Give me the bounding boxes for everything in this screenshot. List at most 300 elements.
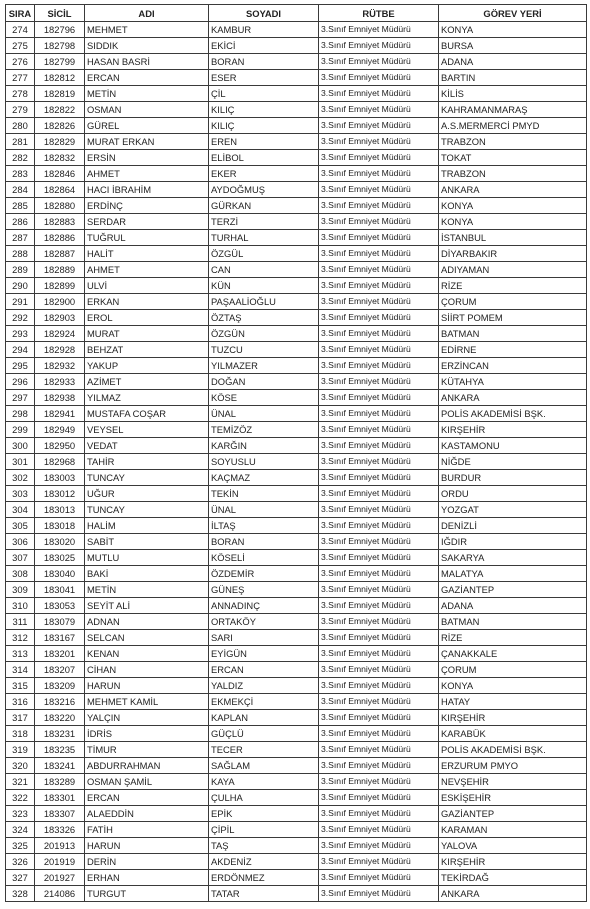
gorev-yeri-cell: KÜTAHYA <box>439 374 587 390</box>
soyadi-cell: PAŞAALİOĞLU <box>209 294 319 310</box>
sicil-cell: 182928 <box>35 342 85 358</box>
sira-cell: 285 <box>6 198 35 214</box>
gorev-yeri-cell: KONYA <box>439 22 587 38</box>
sicil-cell: 183326 <box>35 822 85 838</box>
table-row <box>6 806 587 822</box>
sira-cell: 287 <box>6 230 35 246</box>
soyadi-cell: SAĞLAM <box>209 758 319 774</box>
table-row <box>6 582 587 598</box>
rutbe-cell: 3.Sınıf Emniyet Müdürü <box>319 246 439 262</box>
gorev-yeri-cell: POLİS AKADEMİSİ BŞK. <box>439 742 587 758</box>
adi-cell: METİN <box>85 582 209 598</box>
gorev-yeri-cell: BATMAN <box>439 614 587 630</box>
rutbe-cell: 3.Sınıf Emniyet Müdürü <box>319 230 439 246</box>
sicil-cell: 183040 <box>35 566 85 582</box>
table-row <box>6 758 587 774</box>
soyadi-cell: DOĞAN <box>209 374 319 390</box>
rutbe-cell: 3.Sınıf Emniyet Müdürü <box>319 470 439 486</box>
adi-cell: HASAN BASRİ <box>85 54 209 70</box>
table-row <box>6 198 587 214</box>
table-row <box>6 598 587 614</box>
sira-cell: 305 <box>6 518 35 534</box>
sira-cell: 292 <box>6 310 35 326</box>
gorev-yeri-cell: YALOVA <box>439 838 587 854</box>
soyadi-cell: ELİBOL <box>209 150 319 166</box>
sicil-cell: 183307 <box>35 806 85 822</box>
soyadi-cell: ÇİPİL <box>209 822 319 838</box>
table-row <box>6 246 587 262</box>
gorev-yeri-cell: KIRŞEHİR <box>439 854 587 870</box>
sira-cell: 278 <box>6 86 35 102</box>
sicil-cell: 182938 <box>35 390 85 406</box>
rutbe-cell: 3.Sınıf Emniyet Müdürü <box>319 534 439 550</box>
table-row <box>6 134 587 150</box>
sicil-cell: 182899 <box>35 278 85 294</box>
gorev-yeri-cell: ADANA <box>439 54 587 70</box>
adi-cell: METİN <box>85 86 209 102</box>
soyadi-cell: KÖSELİ <box>209 550 319 566</box>
soyadi-cell: EKMEKÇİ <box>209 694 319 710</box>
sira-cell: 281 <box>6 134 35 150</box>
rutbe-cell: 3.Sınıf Emniyet Müdürü <box>319 70 439 86</box>
table-row <box>6 422 587 438</box>
table-row <box>6 534 587 550</box>
gorev-yeri-cell: IĞDIR <box>439 534 587 550</box>
rutbe-cell: 3.Sınıf Emniyet Müdürü <box>319 118 439 134</box>
adi-cell: EROL <box>85 310 209 326</box>
rutbe-cell: 3.Sınıf Emniyet Müdürü <box>319 198 439 214</box>
gorev-yeri-cell: ANKARA <box>439 390 587 406</box>
sira-cell: 303 <box>6 486 35 502</box>
header-row <box>6 5 587 22</box>
soyadi-cell: KÜN <box>209 278 319 294</box>
gorev-yeri-cell: KONYA <box>439 678 587 694</box>
rutbe-cell: 3.Sınıf Emniyet Müdürü <box>319 182 439 198</box>
soyadi-cell: YILMAZER <box>209 358 319 374</box>
sira-cell: 326 <box>6 854 35 870</box>
soyadi-cell: BORAN <box>209 54 319 70</box>
soyadi-cell: TERZİ <box>209 214 319 230</box>
sira-cell: 318 <box>6 726 35 742</box>
adi-cell: KENAN <box>85 646 209 662</box>
sicil-cell: 182883 <box>35 214 85 230</box>
sicil-cell: 183020 <box>35 534 85 550</box>
rutbe-cell: 3.Sınıf Emniyet Müdürü <box>319 502 439 518</box>
table-row <box>6 502 587 518</box>
table-row <box>6 854 587 870</box>
soyadi-cell: KAYA <box>209 774 319 790</box>
gorev-yeri-cell: ESKİŞEHİR <box>439 790 587 806</box>
table-row <box>6 326 587 342</box>
rutbe-cell: 3.Sınıf Emniyet Müdürü <box>319 614 439 630</box>
sira-cell: 310 <box>6 598 35 614</box>
soyadi-cell: ERDÖNMEZ <box>209 870 319 886</box>
soyadi-cell: KAÇMAZ <box>209 470 319 486</box>
adi-cell: ERKAN <box>85 294 209 310</box>
sira-cell: 276 <box>6 54 35 70</box>
adi-cell: ALAEDDİN <box>85 806 209 822</box>
rutbe-cell: 3.Sınıf Emniyet Müdürü <box>319 550 439 566</box>
adi-cell: HARUN <box>85 678 209 694</box>
gorev-yeri-cell: KİLİS <box>439 86 587 102</box>
adi-cell: OSMAN <box>85 102 209 118</box>
sicil-cell: 182832 <box>35 150 85 166</box>
adi-cell: YAKUP <box>85 358 209 374</box>
gorev-yeri-cell: DİYARBAKIR <box>439 246 587 262</box>
adi-cell: YILMAZ <box>85 390 209 406</box>
gorev-yeri-cell: GAZİANTEP <box>439 806 587 822</box>
sicil-cell: 182829 <box>35 134 85 150</box>
adi-cell: VEYSEL <box>85 422 209 438</box>
table-row <box>6 118 587 134</box>
soyadi-cell: BORAN <box>209 534 319 550</box>
soyadi-cell: TUZCU <box>209 342 319 358</box>
adi-cell: TAHİR <box>85 454 209 470</box>
sicil-cell: 182889 <box>35 262 85 278</box>
sicil-cell: 182864 <box>35 182 85 198</box>
adi-cell: SELCAN <box>85 630 209 646</box>
rutbe-cell: 3.Sınıf Emniyet Müdürü <box>319 438 439 454</box>
sicil-cell: 182950 <box>35 438 85 454</box>
soyadi-cell: ANNADINÇ <box>209 598 319 614</box>
gorev-yeri-cell: NEVŞEHİR <box>439 774 587 790</box>
adi-cell: YALÇIN <box>85 710 209 726</box>
gorev-yeri-cell: İSTANBUL <box>439 230 587 246</box>
rutbe-cell: 3.Sınıf Emniyet Müdürü <box>319 86 439 102</box>
sicil-cell: 183216 <box>35 694 85 710</box>
adi-cell: ULVİ <box>85 278 209 294</box>
rutbe-cell: 3.Sınıf Emniyet Müdürü <box>319 758 439 774</box>
table-row <box>6 278 587 294</box>
rutbe-cell: 3.Sınıf Emniyet Müdürü <box>319 342 439 358</box>
gorev-yeri-cell: ERZİNCAN <box>439 358 587 374</box>
gorev-yeri-cell: KIRŞEHİR <box>439 422 587 438</box>
sicil-cell: 183201 <box>35 646 85 662</box>
sicil-cell: 182798 <box>35 38 85 54</box>
gorev-yeri-cell: KONYA <box>439 198 587 214</box>
sira-cell: 291 <box>6 294 35 310</box>
table-row <box>6 230 587 246</box>
soyadi-cell: CAN <box>209 262 319 278</box>
table-row <box>6 822 587 838</box>
gorev-yeri-cell: SAKARYA <box>439 550 587 566</box>
table-row <box>6 614 587 630</box>
adi-cell: DERİN <box>85 854 209 870</box>
sira-cell: 275 <box>6 38 35 54</box>
table-row <box>6 294 587 310</box>
table-row <box>6 358 587 374</box>
rutbe-cell: 3.Sınıf Emniyet Müdürü <box>319 422 439 438</box>
adi-cell: ERCAN <box>85 70 209 86</box>
rutbe-cell: 3.Sınıf Emniyet Müdürü <box>319 454 439 470</box>
gorev-yeri-cell: KARAMAN <box>439 822 587 838</box>
adi-cell: ERCAN <box>85 790 209 806</box>
rutbe-cell: 3.Sınıf Emniyet Müdürü <box>319 518 439 534</box>
table-row <box>6 742 587 758</box>
soyadi-cell: EYİGÜN <box>209 646 319 662</box>
sicil-cell: 182799 <box>35 54 85 70</box>
soyadi-cell: ERCAN <box>209 662 319 678</box>
sira-cell: 284 <box>6 182 35 198</box>
sicil-cell: 183012 <box>35 486 85 502</box>
sicil-cell: 183053 <box>35 598 85 614</box>
sicil-cell: 182886 <box>35 230 85 246</box>
adi-cell: AHMET <box>85 166 209 182</box>
rutbe-cell: 3.Sınıf Emniyet Müdürü <box>319 710 439 726</box>
table-row <box>6 150 587 166</box>
soyadi-cell: ORTAKÖY <box>209 614 319 630</box>
rutbe-cell: 3.Sınıf Emniyet Müdürü <box>319 374 439 390</box>
table-row <box>6 870 587 886</box>
table-row <box>6 486 587 502</box>
table-row <box>6 774 587 790</box>
header-sicil: SİCİL <box>35 5 85 22</box>
soyadi-cell: GÜNEŞ <box>209 582 319 598</box>
table-row <box>6 790 587 806</box>
sicil-cell: 182887 <box>35 246 85 262</box>
table-row <box>6 38 587 54</box>
sira-cell: 279 <box>6 102 35 118</box>
adi-cell: SABİT <box>85 534 209 550</box>
sicil-cell: 182933 <box>35 374 85 390</box>
rutbe-cell: 3.Sınıf Emniyet Müdürü <box>319 150 439 166</box>
soyadi-cell: TATAR <box>209 886 319 902</box>
adi-cell: CİHAN <box>85 662 209 678</box>
gorev-yeri-cell: DENİZLİ <box>439 518 587 534</box>
rutbe-cell: 3.Sınıf Emniyet Müdürü <box>319 358 439 374</box>
soyadi-cell: EKER <box>209 166 319 182</box>
sira-cell: 327 <box>6 870 35 886</box>
sicil-cell: 182880 <box>35 198 85 214</box>
table-row <box>6 566 587 582</box>
rutbe-cell: 3.Sınıf Emniyet Müdürü <box>319 262 439 278</box>
rutbe-cell: 3.Sınıf Emniyet Müdürü <box>319 326 439 342</box>
sicil-cell: 182819 <box>35 86 85 102</box>
table-row <box>6 390 587 406</box>
gorev-yeri-cell: TRABZON <box>439 166 587 182</box>
gorev-yeri-cell: BATMAN <box>439 326 587 342</box>
gorev-yeri-cell: KIRŞEHİR <box>439 710 587 726</box>
soyadi-cell: TECER <box>209 742 319 758</box>
adi-cell: MEHMET KAMİL <box>85 694 209 710</box>
soyadi-cell: TEKİN <box>209 486 319 502</box>
adi-cell: UĞUR <box>85 486 209 502</box>
rutbe-cell: 3.Sınıf Emniyet Müdürü <box>319 838 439 854</box>
sicil-cell: 183289 <box>35 774 85 790</box>
rutbe-cell: 3.Sınıf Emniyet Müdürü <box>319 390 439 406</box>
adi-cell: AZİMET <box>85 374 209 390</box>
sira-cell: 319 <box>6 742 35 758</box>
sicil-cell: 182903 <box>35 310 85 326</box>
soyadi-cell: GÜÇLÜ <box>209 726 319 742</box>
soyadi-cell: EREN <box>209 134 319 150</box>
gorev-yeri-cell: TRABZON <box>439 134 587 150</box>
sira-cell: 301 <box>6 454 35 470</box>
rutbe-cell: 3.Sınıf Emniyet Müdürü <box>319 294 439 310</box>
rutbe-cell: 3.Sınıf Emniyet Müdürü <box>319 886 439 902</box>
rutbe-cell: 3.Sınıf Emniyet Müdürü <box>319 406 439 422</box>
soyadi-cell: TEMİZÖZ <box>209 422 319 438</box>
adi-cell: ABDURRAHMAN <box>85 758 209 774</box>
gorev-yeri-cell: POLİS AKADEMİSİ BŞK. <box>439 406 587 422</box>
header-adi: ADI <box>85 5 209 22</box>
sira-cell: 309 <box>6 582 35 598</box>
gorev-yeri-cell: BURSA <box>439 38 587 54</box>
rutbe-cell: 3.Sınıf Emniyet Müdürü <box>319 310 439 326</box>
gorev-yeri-cell: ORDU <box>439 486 587 502</box>
adi-cell: SEYİT ALİ <box>85 598 209 614</box>
table-row <box>6 406 587 422</box>
adi-cell: HACI İBRAHİM <box>85 182 209 198</box>
sicil-cell: 182796 <box>35 22 85 38</box>
sicil-cell: 183235 <box>35 742 85 758</box>
gorev-yeri-cell: KAHRAMANMARAŞ <box>439 102 587 118</box>
table-row <box>6 726 587 742</box>
header-gorev-yeri: GÖREV YERİ <box>439 5 587 22</box>
sicil-cell: 183209 <box>35 678 85 694</box>
gorev-yeri-cell: TOKAT <box>439 150 587 166</box>
adi-cell: MURAT ERKAN <box>85 134 209 150</box>
sicil-cell: 182812 <box>35 70 85 86</box>
gorev-yeri-cell: ADANA <box>439 598 587 614</box>
gorev-yeri-cell: YOZGAT <box>439 502 587 518</box>
sira-cell: 300 <box>6 438 35 454</box>
soyadi-cell: AKDENİZ <box>209 854 319 870</box>
soyadi-cell: EPİK <box>209 806 319 822</box>
adi-cell: MUSTAFA COŞAR <box>85 406 209 422</box>
table-row <box>6 310 587 326</box>
sira-cell: 308 <box>6 566 35 582</box>
sicil-cell: 183025 <box>35 550 85 566</box>
rutbe-cell: 3.Sınıf Emniyet Müdürü <box>319 582 439 598</box>
table-row <box>6 646 587 662</box>
soyadi-cell: ÇULHA <box>209 790 319 806</box>
sira-cell: 304 <box>6 502 35 518</box>
adi-cell: OSMAN ŞAMİL <box>85 774 209 790</box>
adi-cell: ADNAN <box>85 614 209 630</box>
adi-cell: AHMET <box>85 262 209 278</box>
sicil-cell: 201927 <box>35 870 85 886</box>
sira-cell: 290 <box>6 278 35 294</box>
adi-cell: VEDAT <box>85 438 209 454</box>
gorev-yeri-cell: KONYA <box>439 214 587 230</box>
rutbe-cell: 3.Sınıf Emniyet Müdürü <box>319 870 439 886</box>
sicil-cell: 183241 <box>35 758 85 774</box>
soyadi-cell: SOYUSLU <box>209 454 319 470</box>
sira-cell: 328 <box>6 886 35 902</box>
sira-cell: 277 <box>6 70 35 86</box>
soyadi-cell: EKİCİ <box>209 38 319 54</box>
soyadi-cell: ÇİL <box>209 86 319 102</box>
sira-cell: 286 <box>6 214 35 230</box>
adi-cell: HALİT <box>85 246 209 262</box>
gorev-yeri-cell: TEKİRDAĞ <box>439 870 587 886</box>
table-row <box>6 70 587 86</box>
header-sira: SIRA <box>6 5 35 22</box>
soyadi-cell: KAMBUR <box>209 22 319 38</box>
rutbe-cell: 3.Sınıf Emniyet Müdürü <box>319 38 439 54</box>
sira-cell: 302 <box>6 470 35 486</box>
rutbe-cell: 3.Sınıf Emniyet Müdürü <box>319 630 439 646</box>
sicil-cell: 183013 <box>35 502 85 518</box>
sira-cell: 288 <box>6 246 35 262</box>
sicil-cell: 183167 <box>35 630 85 646</box>
table-row <box>6 342 587 358</box>
sicil-cell: 201919 <box>35 854 85 870</box>
rutbe-cell: 3.Sınıf Emniyet Müdürü <box>319 278 439 294</box>
sira-cell: 293 <box>6 326 35 342</box>
sira-cell: 323 <box>6 806 35 822</box>
soyadi-cell: ÜNAL <box>209 502 319 518</box>
sicil-cell: 182968 <box>35 454 85 470</box>
sira-cell: 306 <box>6 534 35 550</box>
sira-cell: 294 <box>6 342 35 358</box>
sicil-cell: 214086 <box>35 886 85 902</box>
table-row <box>6 838 587 854</box>
rutbe-cell: 3.Sınıf Emniyet Müdürü <box>319 214 439 230</box>
header-soyadi: SOYADI <box>209 5 319 22</box>
soyadi-cell: SARI <box>209 630 319 646</box>
sicil-cell: 183207 <box>35 662 85 678</box>
sicil-cell: 183231 <box>35 726 85 742</box>
rutbe-cell: 3.Sınıf Emniyet Müdürü <box>319 694 439 710</box>
personnel-table <box>5 4 587 902</box>
soyadi-cell: KILIÇ <box>209 118 319 134</box>
table-row <box>6 662 587 678</box>
sira-cell: 280 <box>6 118 35 134</box>
sira-cell: 297 <box>6 390 35 406</box>
adi-cell: BAKİ <box>85 566 209 582</box>
table-row <box>6 470 587 486</box>
sira-cell: 315 <box>6 678 35 694</box>
gorev-yeri-cell: ADIYAMAN <box>439 262 587 278</box>
sicil-cell: 183003 <box>35 470 85 486</box>
soyadi-cell: KILIÇ <box>209 102 319 118</box>
rutbe-cell: 3.Sınıf Emniyet Müdürü <box>319 662 439 678</box>
sira-cell: 321 <box>6 774 35 790</box>
soyadi-cell: YALDIZ <box>209 678 319 694</box>
sicil-cell: 182932 <box>35 358 85 374</box>
soyadi-cell: ÖZTAŞ <box>209 310 319 326</box>
table-row <box>6 886 587 902</box>
sicil-cell: 183018 <box>35 518 85 534</box>
gorev-yeri-cell: ÇORUM <box>439 294 587 310</box>
soyadi-cell: TAŞ <box>209 838 319 854</box>
sicil-cell: 182941 <box>35 406 85 422</box>
rutbe-cell: 3.Sınıf Emniyet Müdürü <box>319 486 439 502</box>
adi-cell: ERSİN <box>85 150 209 166</box>
sicil-cell: 182822 <box>35 102 85 118</box>
adi-cell: HALİM <box>85 518 209 534</box>
gorev-yeri-cell: SİİRT POMEM <box>439 310 587 326</box>
header-rutbe: RÜTBE <box>319 5 439 22</box>
sira-cell: 282 <box>6 150 35 166</box>
gorev-yeri-cell: ERZURUM PMYO <box>439 758 587 774</box>
rutbe-cell: 3.Sınıf Emniyet Müdürü <box>319 54 439 70</box>
adi-cell: MEHMET <box>85 22 209 38</box>
sira-cell: 325 <box>6 838 35 854</box>
gorev-yeri-cell: ÇANAKKALE <box>439 646 587 662</box>
soyadi-cell: TURHAL <box>209 230 319 246</box>
soyadi-cell: ÖZGÜL <box>209 246 319 262</box>
sira-cell: 324 <box>6 822 35 838</box>
table-row <box>6 214 587 230</box>
soyadi-cell: KÖSE <box>209 390 319 406</box>
rutbe-cell: 3.Sınıf Emniyet Müdürü <box>319 742 439 758</box>
table-row <box>6 22 587 38</box>
sira-cell: 314 <box>6 662 35 678</box>
gorev-yeri-cell: KASTAMONU <box>439 438 587 454</box>
